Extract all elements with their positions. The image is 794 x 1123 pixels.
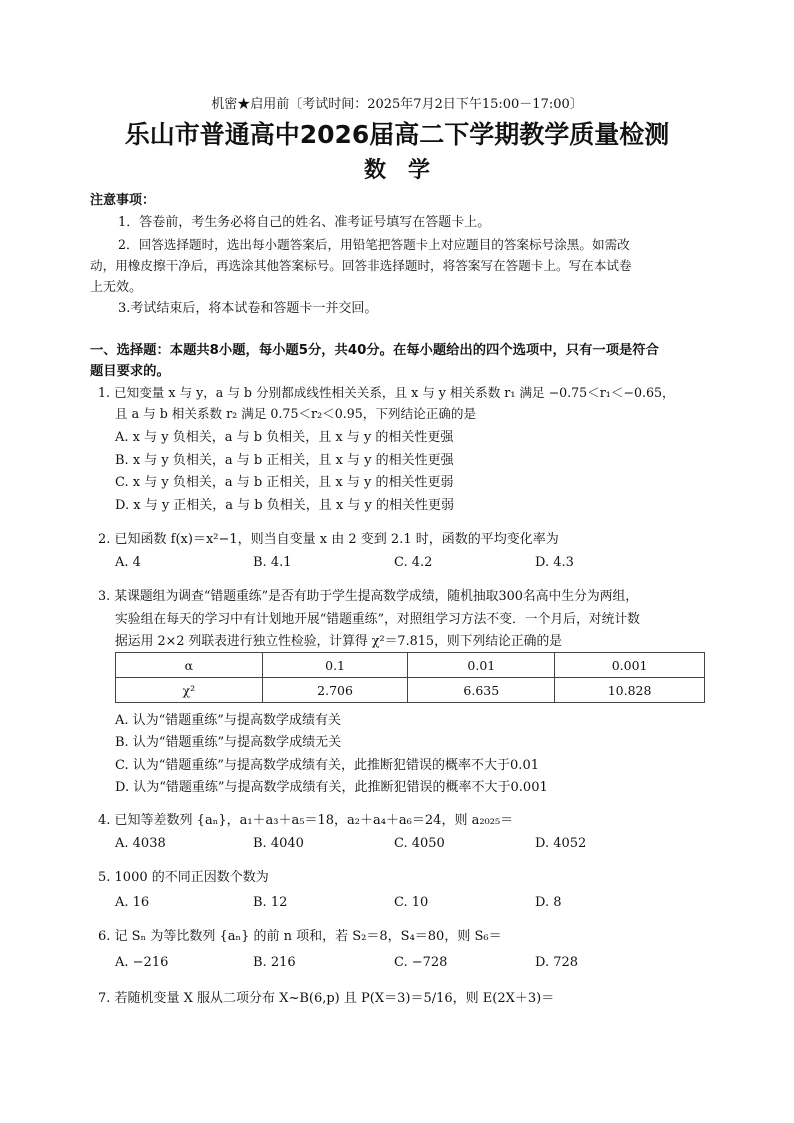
question-1-stem: 且 a 与 b 相关系数 r₂ 满足 0.75＜r₂＜0.95，下列结论正确的是: [115, 406, 477, 421]
question-5-option-a: A. 16: [115, 895, 150, 910]
question-2-option-c: C. 4.2: [394, 555, 433, 570]
table-cell: χ²: [116, 678, 263, 703]
question-3-option-a: A. 认为“错题重练”与提高数学成绩有关: [115, 713, 341, 728]
question-5-option-c: C. 10: [394, 895, 429, 910]
table-row: [116, 678, 705, 703]
question-6-stem: 6. 记 Sₙ 为等比数列 {aₙ} 的前 n 项和，若 S₂＝8，S₄＝80，则 S₆＝: [98, 929, 502, 944]
subject-title: 数 学: [363, 158, 430, 183]
question-6-option-b: B. 216: [253, 955, 296, 970]
exam-title: 乐山市普通高中2026届高二下学期教学质量检测: [124, 120, 670, 149]
question-4-option-c: C. 4050: [394, 836, 445, 851]
question-3-stem: 3. 某课题组为调查“错题重练”是否有助于学生提高数学成绩，随机抽取300名高中生分为两组，: [98, 589, 639, 604]
question-6-option-a: A. −216: [115, 955, 169, 970]
question-6-option-c: C. −728: [394, 955, 448, 970]
question-2-stem: 2. 已知函数 f(x)＝x²−1，则当自变量 x 由 2 变到 2.1 时，函数的平均变化率为: [98, 532, 559, 547]
question-5-stem: 5. 1000 的不同正因数个数为: [98, 870, 269, 885]
table-cell: 0.01: [408, 653, 555, 678]
question-1-stem: 1. 已知变量 x 与 y，a 与 b 分别都成线性相关关系，且 x 与 y 相关系数 r₁ 满足 −0.75＜r₁＜−0.65，: [98, 385, 675, 400]
notice-item: 动，用橡皮擦干净后，再选涂其他答案标号。回答非选择题时，将答案写在答题卡上。写在本试卷: [90, 258, 632, 273]
table-cell: 10.828: [555, 678, 705, 703]
table-cell: 2.706: [262, 678, 408, 703]
notice-item: 上无效。: [90, 280, 143, 295]
question-2-option-b: B. 4.1: [253, 555, 292, 570]
question-4-stem: 4. 已知等差数列 {aₙ}，a₁＋a₃＋a₅＝18，a₂＋a₄＋a₆＝24，则 a₂₀₂₅＝: [98, 813, 514, 828]
confidential-line: 机密★启用前〔考试时间：2025年7月2日下午15:00－17:00〕: [211, 97, 583, 112]
question-2-option-d: D. 4.3: [535, 555, 574, 570]
question-5-option-b: B. 12: [253, 895, 288, 910]
question-3-option-b: B. 认为“错题重练”与提高数学成绩无关: [115, 735, 342, 750]
table-cell: 0.001: [555, 653, 705, 678]
question-5-option-d: D. 8: [535, 895, 562, 910]
question-1-option-a: A. x 与 y 负相关，a 与 b 负相关，且 x 与 y 的相关性更强: [115, 430, 454, 445]
question-4-option-a: A. 4038: [115, 836, 166, 851]
chi-square-critical-value-table: [115, 652, 705, 703]
table-cell: α: [116, 653, 263, 678]
question-3-stem: 据运用 2×2 列联表进行独立性检验，计算得 χ²＝7.815，则下列结论正确的是: [115, 634, 563, 649]
notice-item: 1．答卷前，考生务必将自己的姓名、准考证号填写在答题卡上。: [118, 215, 491, 230]
question-1-option-b: B. x 与 y 负相关，a 与 b 正相关，且 x 与 y 的相关性更强: [115, 453, 454, 468]
section-heading: 题目要求的。: [90, 364, 170, 379]
question-1-option-c: C. x 与 y 负相关，a 与 b 正相关，且 x 与 y 的相关性更弱: [115, 475, 454, 490]
table-row: [116, 653, 705, 678]
question-4-option-b: B. 4040: [253, 836, 304, 851]
notice-item: 2．回答选择题时，选出每小题答案后，用铅笔把答题卡上对应题目的答案标号涂黑。如需改: [118, 237, 630, 252]
question-1-option-d: D. x 与 y 正相关，a 与 b 负相关，且 x 与 y 的相关性更弱: [115, 498, 454, 513]
question-7-stem: 7. 若随机变量 X 服从二项分布 X~B(6,p) 且 P(X＝3)＝5/16，则 E(2X＋3)＝: [98, 991, 555, 1006]
question-6-option-d: D. 728: [535, 955, 579, 970]
question-2-option-a: A. 4: [115, 555, 141, 570]
question-3-stem: 实验组在每天的学习中有计划地开展“错题重练”，对照组学习方法不变．一个月后，对统计数: [115, 612, 640, 627]
question-4-option-d: D. 4052: [535, 836, 587, 851]
table-cell: 6.635: [408, 678, 555, 703]
question-3-option-c: C. 认为“错题重练”与提高数学成绩有关，此推断犯错误的概率不大于0.01: [115, 758, 539, 773]
question-3-option-d: D. 认为“错题重练”与提高数学成绩有关，此推断犯错误的概率不大于0.001: [115, 780, 548, 795]
notice-heading: 注意事项：: [90, 193, 156, 208]
notice-item: 3.考试结束后，将本试卷和答题卡一并交回。: [118, 301, 378, 316]
section-heading: 一、选择题：本题共8小题，每小题5分，共40分。在每小题给出的四个选项中，只有一项是符合: [90, 343, 659, 358]
table-cell: 0.1: [262, 653, 408, 678]
